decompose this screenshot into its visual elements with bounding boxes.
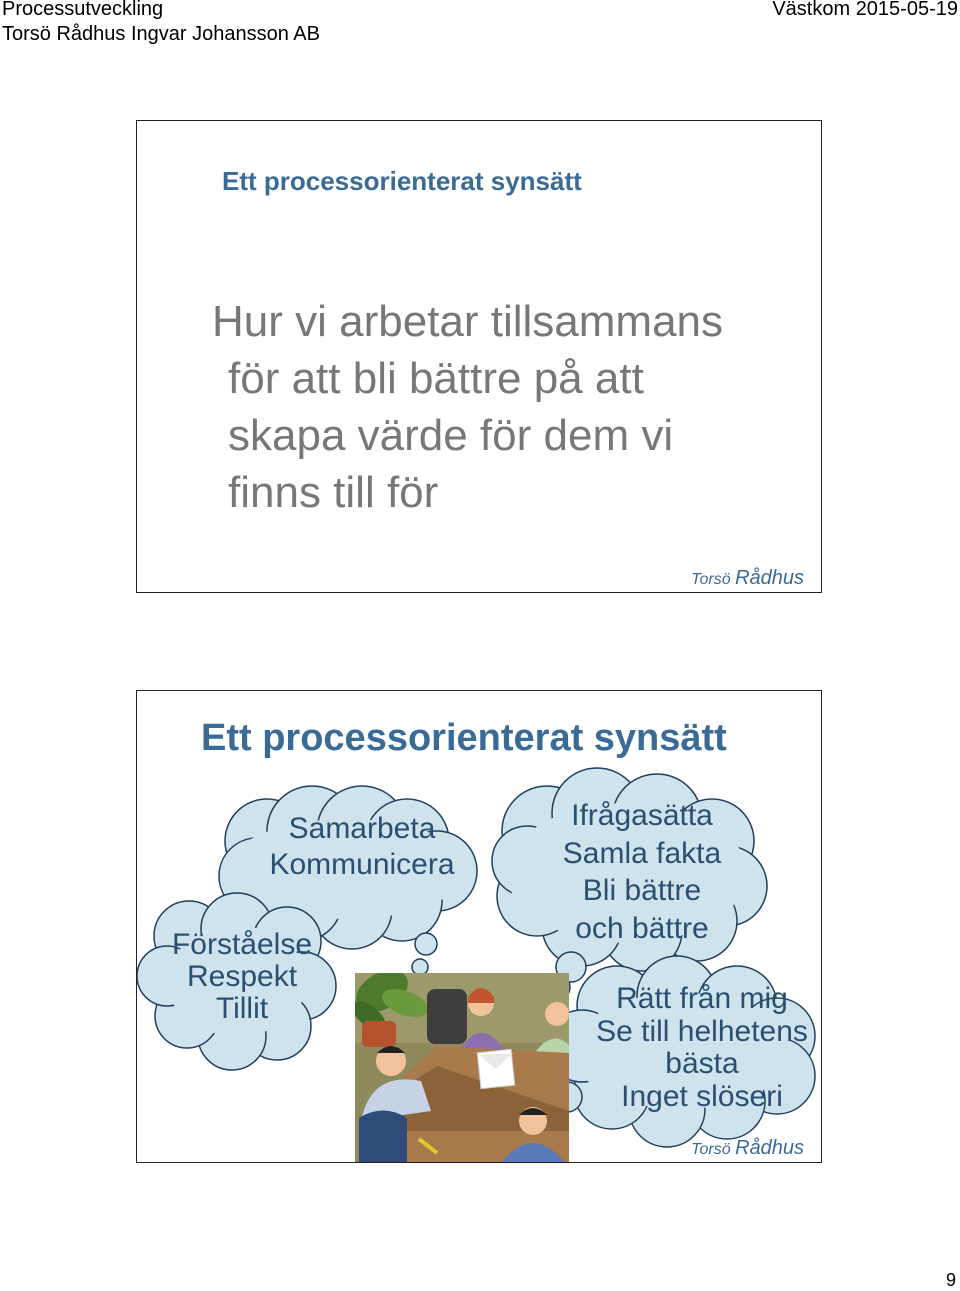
event-date: Västkom 2015-05-19 bbox=[772, 0, 958, 20]
body-line: skapa värde för dem vi bbox=[228, 411, 674, 460]
bubble-line: Inget slöseri bbox=[621, 1079, 783, 1113]
brand-word-big: Rådhus bbox=[735, 1137, 804, 1159]
bubble-bottom-right-text bbox=[592, 983, 812, 1113]
bubble-line: Bli bättre bbox=[582, 874, 702, 907]
bubble-left-text bbox=[167, 929, 317, 1025]
slide-2 bbox=[136, 690, 822, 1163]
slide-2-heading: Ett processorienterat synsätt bbox=[201, 717, 727, 759]
meeting-clipart-image bbox=[347, 961, 577, 1163]
bubble-line: Respekt bbox=[186, 960, 298, 993]
brand-logo bbox=[691, 567, 804, 590]
brand-word-big: Rådhus bbox=[735, 567, 804, 589]
body-line: Hur vi arbetar tillsammans bbox=[212, 297, 724, 346]
brand-word-small: Torsö bbox=[691, 571, 731, 588]
page-number: 9 bbox=[945, 1270, 956, 1290]
slide-1 bbox=[136, 120, 822, 593]
document-title: Processutveckling bbox=[2, 0, 164, 20]
body-line: finns till för bbox=[228, 468, 439, 517]
bubble-top-middle-text bbox=[267, 811, 457, 883]
brand-logo bbox=[691, 1137, 804, 1160]
company-name: Torsö Rådhus Ingvar Johansson AB bbox=[2, 23, 320, 45]
bubble-line: Tillit bbox=[215, 992, 269, 1025]
bubble-line: Kommunicera bbox=[269, 848, 455, 881]
bubble-line: bästa bbox=[665, 1047, 739, 1080]
slide-1-body bbox=[212, 293, 723, 521]
bubble-line: och bättre bbox=[575, 911, 709, 945]
slide-1-heading: Ett processorienterat synsätt bbox=[222, 166, 582, 196]
bubble-line: Rätt från mig bbox=[616, 982, 788, 1015]
brand-word-small: Torsö bbox=[691, 1141, 731, 1158]
bubble-line: Samla fakta bbox=[562, 836, 722, 870]
bubble-line: Ifrågasätta bbox=[571, 799, 713, 832]
bubble-line: Förståelse bbox=[171, 928, 313, 961]
bubble-top-right-text bbox=[552, 797, 732, 947]
body-line: för att bli bättre på att bbox=[228, 354, 644, 403]
bubble-line: Se till helhetens bbox=[596, 1014, 808, 1048]
bubble-line: Samarbeta bbox=[288, 812, 436, 845]
